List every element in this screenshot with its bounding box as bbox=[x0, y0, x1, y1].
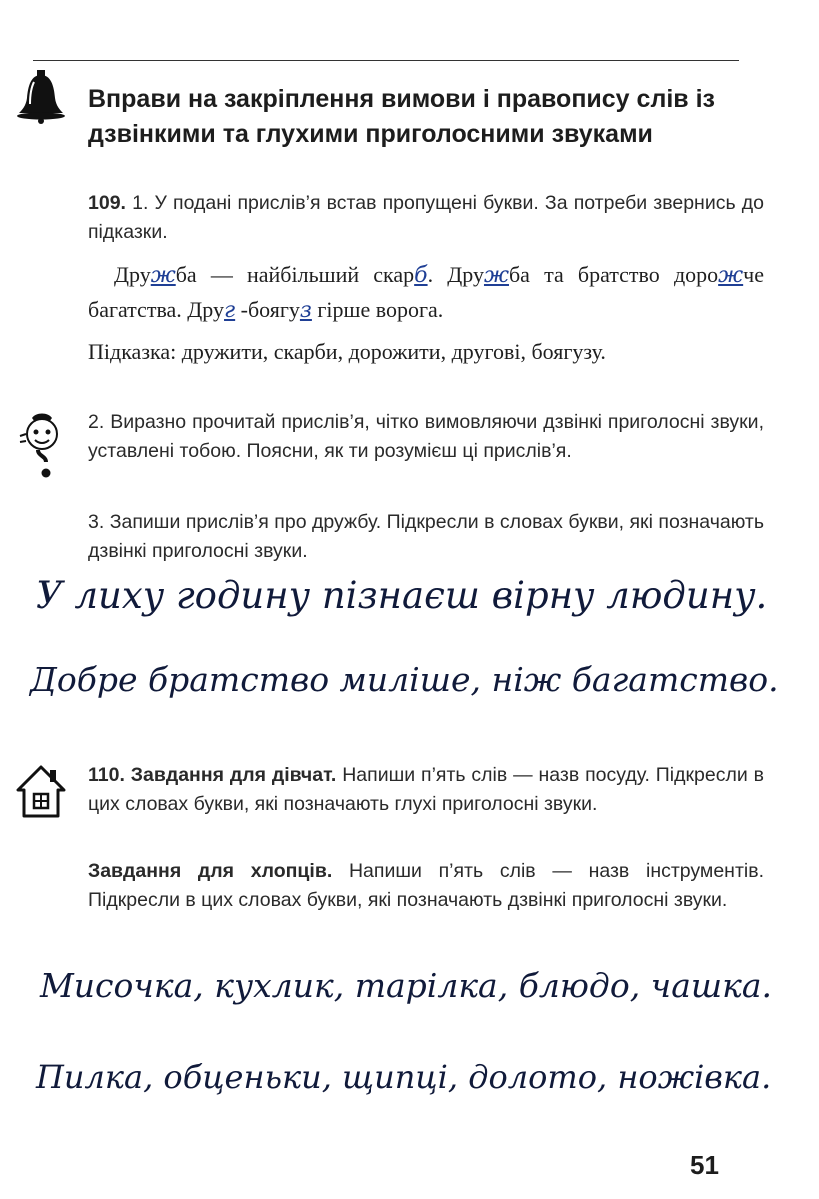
exercise-110-girls bbox=[88, 761, 764, 819]
top-rule bbox=[33, 60, 739, 61]
text-fragment: гірше ворога. bbox=[311, 297, 444, 322]
question-mark-icon bbox=[16, 410, 68, 480]
exercise-110-boys bbox=[88, 857, 764, 915]
house-icon bbox=[16, 764, 66, 820]
task-text: 1. У подані прислів’я встав пропущені букви. За потреби звернись до підказки. bbox=[88, 192, 765, 243]
handwritten-answer-line: Пилка, обценьки, щипці, долото, ножівка. bbox=[36, 1058, 772, 1096]
inserted-letter: ж bbox=[718, 263, 744, 288]
inserted-letter: б bbox=[414, 263, 428, 288]
text-fragment: -боягу bbox=[235, 297, 300, 322]
bell-icon bbox=[16, 68, 66, 124]
exercise-109-task-2: 2. Виразно прочитай прислів’я, чітко вимовляючи дзвінкі приголосні звуки, уставлені тобою. Поясни, як ти розумієш ці прислів’я. bbox=[88, 411, 764, 462]
inserted-letter: г bbox=[224, 298, 236, 323]
text-fragment: Дру bbox=[114, 262, 151, 287]
inserted-letter: з bbox=[299, 298, 312, 323]
exercise-number: 109. bbox=[88, 192, 126, 214]
section-title: Вправи на закріплення вимови і правопису слів із дзвінкими та глухими приголосними звуками bbox=[88, 85, 715, 148]
text-fragment: . Дру bbox=[427, 262, 484, 287]
text-fragment: ба — найбільший скар bbox=[175, 262, 415, 287]
exercise-109-task-1 bbox=[88, 189, 764, 247]
inserted-letter: ж bbox=[150, 263, 176, 288]
page-number: 51 bbox=[690, 1150, 719, 1180]
handwritten-answer-line: Мисочка, кухлик, тарілка, блюдо, чашка. bbox=[40, 966, 773, 1005]
inserted-letter: ж bbox=[483, 263, 509, 288]
exercise-number: 110. bbox=[88, 764, 125, 786]
task-text: Напиши п’ять слів — назв посуду. Підкресли в цих словах букви, які позначають глухі приголосні звуки. bbox=[88, 764, 764, 815]
handwritten-answer-line: Добре братство миліше, ніж багатство. bbox=[30, 660, 779, 699]
exercise-109-task-3: 3. Запиши прислів’я про дружбу. Підкресли в словах букви, які позначають дзвінкі приголосні звуки. bbox=[88, 511, 764, 562]
task-text: Напиши п’ять слів — назв інструментів. Підкресли в цих словах букви, які позначають дзвінкі приголосні звуки. bbox=[88, 860, 764, 911]
hint-text: Підказка: дружити, скарби, дорожити, другові, боягузу. bbox=[88, 339, 606, 364]
text-fragment: че багатства. Дру bbox=[88, 262, 764, 322]
text-fragment: ба та братство доро bbox=[508, 262, 719, 287]
handwritten-answer-line: У лиху годину пізнаєш вірну людину. bbox=[36, 574, 768, 617]
task-label: Завдання для хлопців. bbox=[88, 860, 333, 882]
proverb-text bbox=[88, 258, 764, 328]
task-label: Завдання для дівчат. bbox=[130, 764, 337, 786]
